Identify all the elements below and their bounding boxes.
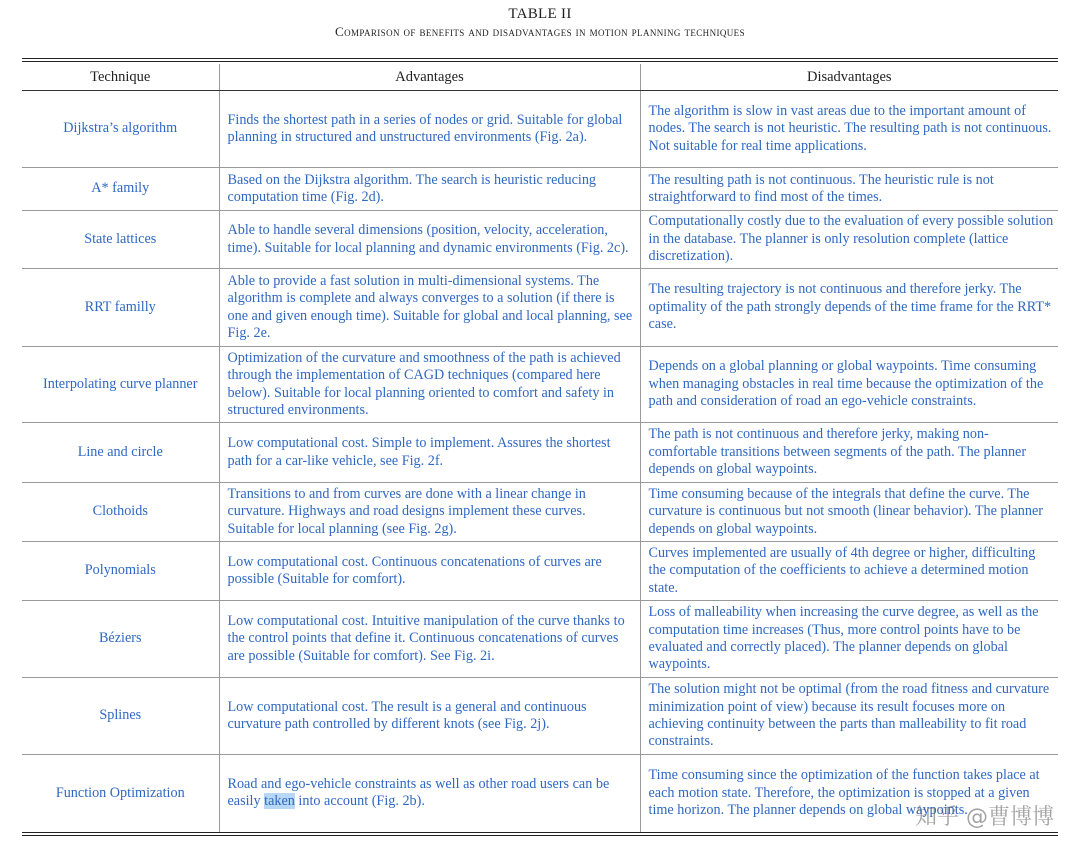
- header-disadvantages: Disadvantages: [640, 64, 1058, 91]
- table-row: [22, 601, 1058, 678]
- disadvantages-cell: The algorithm is slow in vast areas due to the important amount of nodes. The search is not heuristic. The resulting path is not continuous. Not suitable for real time applications.: [640, 91, 1058, 168]
- text-selection-highlight[interactable]: taken: [264, 793, 295, 810]
- technique-cell: Dijkstra’s algorithm: [22, 91, 219, 168]
- header-row: [22, 64, 1058, 91]
- table-row: [22, 91, 1058, 168]
- advantages-cell: Low computational cost. Continuous concatenations of curves are possible (Suitable for comfort).: [219, 542, 640, 601]
- top-rule-2: [22, 61, 1058, 62]
- bottom-rule-2: [22, 835, 1058, 836]
- table-row: [22, 269, 1058, 347]
- advantages-cell: Able to handle several dimensions (position, velocity, acceleration, time). Suitable for local planning and dynamic environments (Fig. 2c).: [219, 211, 640, 269]
- technique-cell: State lattices: [22, 211, 219, 269]
- advantages-cell: Low computational cost. The result is a general and continuous curvature path controlled by different knots (see Fig. 2j).: [219, 678, 640, 755]
- advantages-cell: Able to provide a fast solution in multi-dimensional systems. The algorithm is complete and always converges to a solution (if there is one and given enough time). Suitable for global and local planning, see Fig. 2e.: [219, 269, 640, 347]
- table-row: [22, 542, 1058, 601]
- disadvantages-cell: Time consuming since the optimization of the function takes place at each motion state. Therefore, the optimization is stopped at a given time horizon. The planner depends on global waypoints.: [640, 755, 1058, 832]
- technique-cell: Line and circle: [22, 423, 219, 483]
- top-rule-1: [22, 58, 1058, 59]
- technique-cell: A* family: [22, 168, 219, 211]
- comparison-table: [22, 64, 1058, 832]
- advantages-cell: Low computational cost. Simple to implement. Assures the shortest path for a car-like vehicle, see Fig. 2f.: [219, 423, 640, 483]
- bottom-rule-1: [22, 832, 1058, 833]
- zhihu-watermark: 知乎 @曹博博: [915, 805, 1054, 830]
- table-title: Comparison of benefits and disadvantages in motion planning techniques: [335, 24, 745, 39]
- advantages-cell: Optimization of the curvature and smoothness of the path is achieved through the implementation of CAGD techniques (compared here below). Suitable for local planning oriented to comfort and safety in structured environments.: [219, 347, 640, 423]
- table-row: [22, 211, 1058, 269]
- technique-cell: Clothoids: [22, 483, 219, 542]
- table-row: [22, 755, 1058, 832]
- technique-cell: Polynomials: [22, 542, 219, 601]
- disadvantages-cell: The resulting path is not continuous. The heuristic rule is not straightforward to find most of the times.: [640, 168, 1058, 211]
- table-row: [22, 423, 1058, 483]
- table-number: TABLE II: [508, 6, 572, 22]
- advantages-cell: Low computational cost. Intuitive manipulation of the curve thanks to the control points that define it. Continuous concatenations of curves are possible (Suitable for comfort). See Fig. 2i.: [219, 601, 640, 678]
- disadvantages-cell: The solution might not be optimal (from the road fitness and curvature minimization point of view) because its result focuses more on achieving continuity between the parts than malleability to fit road constraints.: [640, 678, 1058, 755]
- disadvantages-cell: Curves implemented are usually of 4th degree or higher, difficulting the computation of the coefficients to achieve a determined motion state.: [640, 542, 1058, 601]
- header-advantages: Advantages: [219, 64, 640, 91]
- disadvantages-cell: Loss of malleability when increasing the curve degree, as well as the computation time increases (Thus, more control points have to be evaluated and correctly placed). The planner depends on global waypoints.: [640, 601, 1058, 678]
- technique-cell: Splines: [22, 678, 219, 755]
- advantages-cell: [219, 755, 640, 832]
- header-technique: Technique: [22, 64, 219, 91]
- disadvantages-cell: Depends on a global planning or global waypoints. Time consuming when managing obstacles in real time because the optimization of the path and consideration of road an ego-vehicle constraints.: [640, 347, 1058, 423]
- advantages-cell: Finds the shortest path in a series of nodes or grid. Suitable for global planning in structured and unstructured environments (Fig. 2a).: [219, 91, 640, 168]
- table-row: [22, 168, 1058, 211]
- disadvantages-cell: Computationally costly due to the evaluation of every possible solution in the database. The planner is only resolution complete (lattice discretization).: [640, 211, 1058, 269]
- table-row: [22, 678, 1058, 755]
- disadvantages-cell: The resulting trajectory is not continuous and therefore jerky. The optimality of the path strongly depends of the time frame for the RRT* case.: [640, 269, 1058, 347]
- technique-cell: Béziers: [22, 601, 219, 678]
- table-row: [22, 483, 1058, 542]
- advantages-cell: Based on the Dijkstra algorithm. The search is heuristic reducing computation time (Fig. 2d).: [219, 168, 640, 211]
- technique-cell: Function Optimization: [22, 755, 219, 832]
- advantages-text: Road and ego-vehicle constraints as well as other road users can be easily: [227, 775, 610, 810]
- table-row: [22, 347, 1058, 423]
- technique-cell: RRT familly: [22, 269, 219, 347]
- advantages-cell: Transitions to and from curves are done with a linear change in curvature. Highways and road designs implement these curves. Suitable for local planning (see Fig. 2g).: [219, 483, 640, 542]
- disadvantages-cell: Time consuming because of the integrals that define the curve. The curvature is continuous but not smooth (linear behavior). The planner depends on global waypoints.: [640, 483, 1058, 542]
- technique-cell: Interpolating curve planner: [22, 347, 219, 423]
- disadvantages-cell: The path is not continuous and therefore jerky, making non-comfortable transitions between segments of the path. The planner depends on global waypoints.: [640, 423, 1058, 483]
- advantages-text: into account (Fig. 2b).: [294, 793, 425, 810]
